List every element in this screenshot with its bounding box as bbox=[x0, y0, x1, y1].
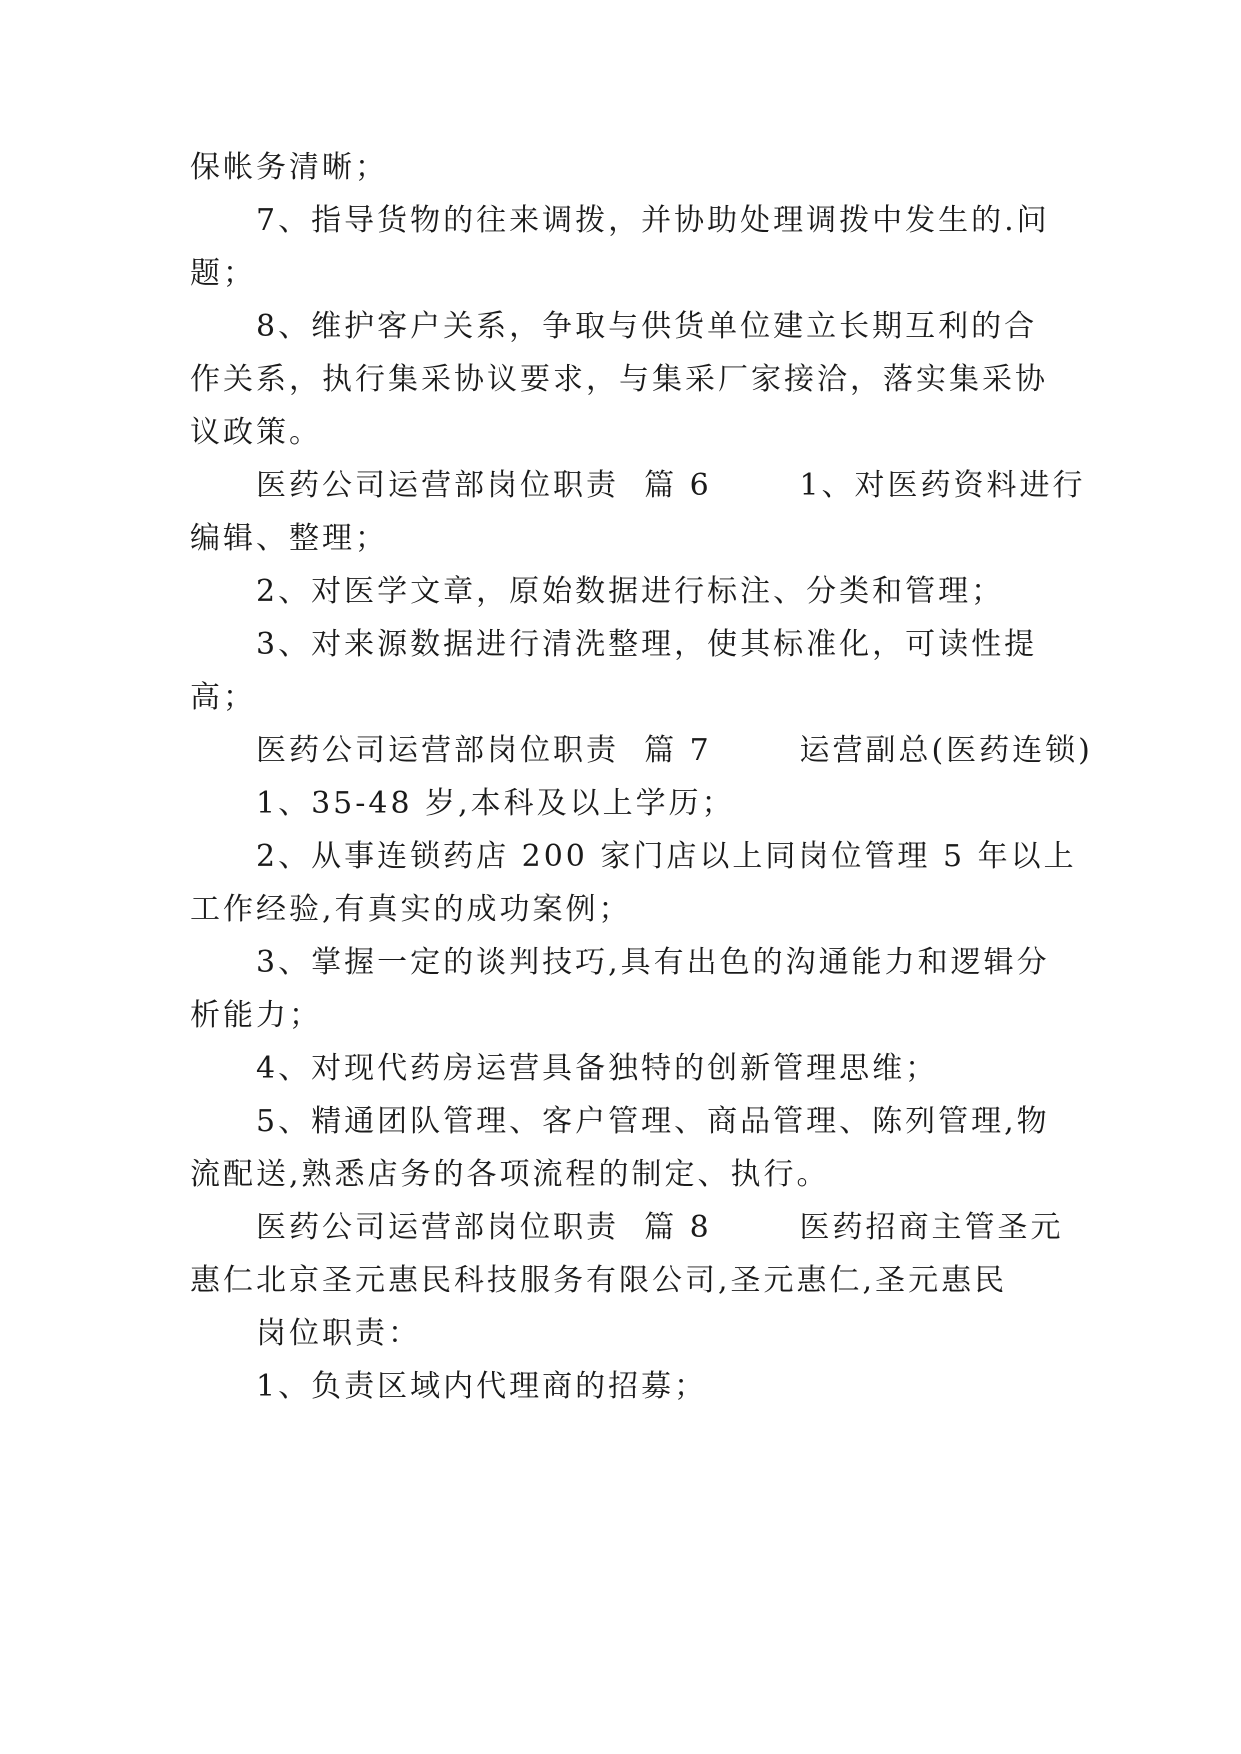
section-heading-6: 医药公司运营部岗位职责 篇 6 1、对医药资料进行 bbox=[256, 468, 1086, 503]
text-line: 高； bbox=[190, 680, 256, 715]
text-line: 5、精通团队管理、客户管理、商品管理、陈列管理,物 bbox=[256, 1104, 1050, 1139]
text-line: 3、掌握一定的谈判技巧,具有出色的沟通能力和逻辑分 bbox=[256, 945, 1050, 980]
text-line: 工作经验,有真实的成功案例； bbox=[190, 892, 632, 927]
text-line: 议政策。 bbox=[190, 415, 322, 450]
text-line: 2、对医学文章，原始数据进行标注、分类和管理； bbox=[256, 574, 1005, 609]
text-line: 保帐务清晰； bbox=[190, 150, 388, 185]
text-line: 8、维护客户关系，争取与供货单位建立长期互利的合 bbox=[256, 309, 1038, 344]
text-line: 1、负责区域内代理商的招募； bbox=[256, 1369, 708, 1404]
text-line: 4、对现代药房运营具备独特的创新管理思维； bbox=[256, 1051, 939, 1086]
text-line: 编辑、整理； bbox=[190, 521, 388, 556]
text-line: 作关系，执行集采协议要求，与集采厂家接洽，落实集采协 bbox=[190, 362, 1048, 397]
text-line: 3、对来源数据进行清洗整理，使其标准化，可读性提 bbox=[256, 627, 1038, 662]
text-line: 岗位职责： bbox=[256, 1316, 421, 1351]
text-line: 流配送,熟悉店务的各项流程的制定、执行。 bbox=[190, 1157, 830, 1192]
text-line: 惠仁北京圣元惠民科技服务有限公司,圣元惠仁,圣元惠民 bbox=[190, 1263, 1008, 1298]
text-line: 题； bbox=[190, 256, 256, 291]
text-line: 1、35-48 岁,本科及以上学历； bbox=[256, 786, 735, 821]
text-line: 2、从事连锁药店 200 家门店以上同岗位管理 5 年以上 bbox=[256, 839, 1077, 874]
text-line: 7、指导货物的往来调拨，并协助处理调拨中发生的.问 bbox=[256, 203, 1050, 238]
text-line: 析能力； bbox=[190, 998, 322, 1033]
section-heading-8: 医药公司运营部岗位职责 篇 8 医药招商主管圣元 bbox=[256, 1210, 1064, 1245]
section-heading-7: 医药公司运营部岗位职责 篇 7 运营副总(医药连锁) bbox=[256, 733, 1093, 768]
